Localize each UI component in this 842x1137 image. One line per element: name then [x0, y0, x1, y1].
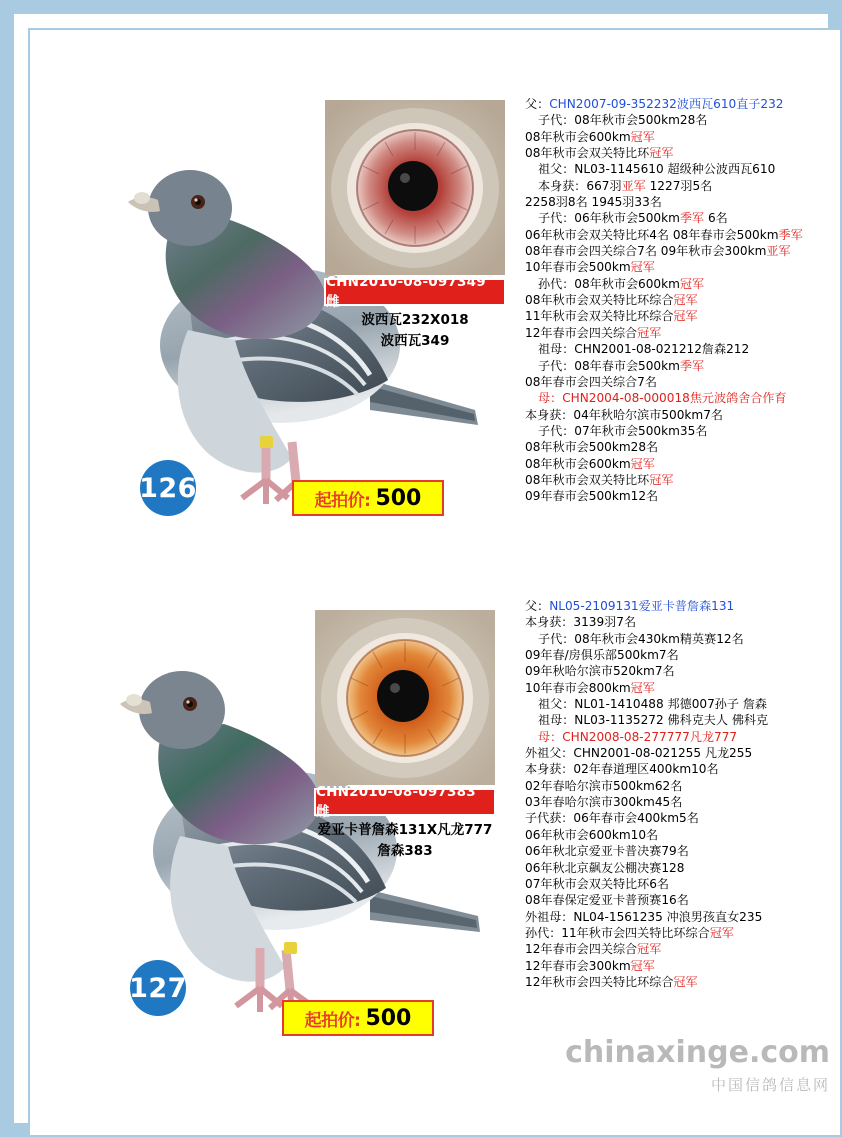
pedigree-text-run: 10年春市会500km	[525, 260, 631, 275]
pedigree-text-run: 06年秋北京爱亚卡普决赛79名	[525, 844, 689, 859]
starting-price-box	[282, 1000, 434, 1036]
pedigree-line	[525, 974, 842, 990]
pedigree-text-run: 6名	[704, 211, 728, 226]
pedigree-text-run: 祖母：NL03-1135272 佛科克夫人 佛科克	[538, 713, 769, 728]
pedigree-line	[525, 358, 842, 374]
pedigree-text-run: 09年春/房俱乐部500km7名	[525, 648, 679, 663]
watermark-domain: chinaxinge.com	[565, 1035, 830, 1070]
pedigree-line	[525, 647, 842, 663]
starting-price-label: 起拍价:	[314, 490, 371, 511]
pedigree-line	[525, 631, 842, 647]
pedigree-text-run: 父：	[525, 599, 550, 613]
starting-price-value: 500	[375, 485, 422, 511]
pedigree-line	[525, 860, 842, 876]
pedigree-line	[525, 374, 842, 390]
pedigree-text-run: 季军	[778, 227, 803, 242]
pedigree-text-run: 亚军	[621, 178, 646, 193]
pedigree-text-run: 祖父：NL03-1145610 超级种公波西瓦610	[538, 162, 776, 177]
pedigree-text-run: 2258羽8名 1945羽33名	[525, 195, 662, 210]
pedigree-text-run: 08年春市会四关综合7名 09年秋市会300km	[525, 244, 767, 259]
pedigree-text-run: 12年秋市会四关特比环综合	[525, 974, 674, 989]
pedigree-line	[525, 161, 842, 177]
pedigree-text-run: 冠军	[630, 958, 655, 973]
pigeon-caption	[305, 820, 505, 862]
pedigree-line	[525, 941, 842, 957]
pedigree-line	[525, 827, 842, 843]
starting-price-label: 起拍价:	[304, 1010, 361, 1031]
pedigree-line	[525, 794, 842, 810]
starting-price-box	[292, 480, 444, 516]
pedigree-text-run: 母：CHN2004-08-000018焦元波鸽舍合作育	[538, 391, 787, 406]
pedigree-line	[525, 958, 842, 974]
pedigree-text-run: 子代：08年秋市会430km精英赛12名	[538, 631, 744, 646]
pedigree-text-run: 冠军	[673, 293, 698, 308]
pedigree-text-run: 季军	[679, 211, 705, 226]
pedigree-line	[525, 390, 842, 406]
pedigree-line	[525, 680, 842, 696]
pedigree-line	[525, 210, 842, 226]
pigeon-eye-photo	[325, 100, 505, 275]
pedigree-text-run: 外祖父：CHN2001-08-021255 凡龙255	[525, 746, 753, 761]
pedigree-text-run: 冠军	[673, 309, 698, 324]
pedigree-text-run: 子代：08年春市会500km	[538, 358, 680, 373]
ring-number-bar	[324, 274, 506, 310]
pedigree-text-run: 11年秋市会双关特比环综合	[525, 309, 674, 324]
pedigree-text-run: 08年秋市会500km28名	[525, 440, 659, 455]
pedigree-text-run: 父：	[525, 97, 550, 111]
pedigree-text-run: 冠军	[637, 942, 662, 957]
pedigree-text-run: 冠军	[679, 276, 705, 291]
pedigree-text-run: 孙代：11年秋市会四关特比环综合	[525, 925, 710, 940]
pedigree-line	[525, 243, 842, 259]
pedigree-text-run: 外祖母：NL04-1561235 冲浪男孩直女235	[525, 909, 763, 924]
pedigree-line	[525, 341, 842, 357]
pedigree-text-run: 06年秋市会600km10名	[525, 827, 659, 842]
pedigree-line	[525, 729, 842, 745]
pedigree-line	[525, 439, 842, 455]
pedigree-line	[525, 178, 842, 194]
site-watermark	[530, 1035, 830, 1095]
lot-number-badge: 127	[130, 960, 186, 1016]
pedigree-line	[525, 129, 842, 145]
pedigree-line	[525, 456, 842, 472]
pedigree-text-run: 12年春市会四关综合	[525, 942, 638, 957]
starting-price-value: 500	[365, 1005, 412, 1031]
pedigree-text-run: 季军	[679, 358, 705, 373]
pedigree-text-run: 本身获：667羽	[538, 178, 622, 193]
pedigree-line	[525, 488, 842, 504]
pedigree-text-run: 10年春市会800km	[525, 680, 631, 695]
pedigree-text-run: 12年春市会四关综合	[525, 325, 638, 340]
pedigree-text-run: 08年秋市会600km	[525, 129, 631, 144]
pedigree-line	[525, 423, 842, 439]
pedigree-line	[525, 614, 842, 630]
pedigree-line	[525, 810, 842, 826]
pedigree-text-run: 07年秋市会双关特比环6名	[525, 876, 670, 891]
pedigree-text-run: 06年秋北京飙友公棚决赛128	[525, 860, 685, 875]
pedigree-text-run: 09年秋哈尔滨市520km7名	[525, 664, 675, 679]
pedigree-text-run: 子代：06年秋市会500km	[538, 211, 680, 226]
pedigree-line	[525, 598, 842, 614]
pedigree-text-run: 08年秋市会双关特比环	[525, 472, 650, 487]
pedigree-text-run: 1227羽5名	[645, 178, 713, 193]
pedigree-line	[525, 696, 842, 712]
pedigree-text-run: 02年春哈尔滨市500km62名	[525, 778, 683, 793]
pedigree-text-run: 冠军	[709, 925, 734, 940]
pedigree-text-run: 子代获：06年春市会400km5名	[525, 811, 699, 826]
pedigree-line	[525, 745, 842, 761]
pigeon-eye-photo	[315, 610, 495, 785]
pedigree-line	[525, 292, 842, 308]
pedigree-text-run: 冠军	[637, 325, 662, 340]
pedigree-line	[525, 663, 842, 679]
pedigree-text-run: 冠军	[630, 680, 655, 695]
pedigree-text-run: 子代：07年秋市会500km35名	[538, 423, 708, 438]
pedigree-text-run: 孙代：08年秋市会600km	[538, 276, 680, 291]
page-inner-border	[28, 28, 842, 1137]
ring-number-text: CHN2010-08-097349 雌	[326, 274, 486, 310]
auction-lot	[30, 70, 842, 550]
pedigree-line	[525, 194, 842, 210]
caption-line-1: 波西瓦232X018	[361, 312, 469, 328]
pedigree-line	[525, 227, 842, 243]
pedigree-text-run: 冠军	[649, 472, 674, 487]
pedigree-text	[525, 598, 842, 990]
pedigree-line	[525, 308, 842, 324]
pedigree-text-run: 本身获：3139羽7名	[525, 615, 637, 630]
pedigree-text-run: 03年春哈尔滨市300km45名	[525, 795, 683, 810]
auction-lot	[30, 580, 842, 1060]
pedigree-text-run: 冠军	[630, 456, 655, 471]
pedigree-line	[525, 472, 842, 488]
pedigree-line	[525, 761, 842, 777]
ring-number-bar	[314, 784, 496, 820]
pedigree-line	[525, 909, 842, 925]
pedigree-text-run: NL05-2109131爱亚卡普詹森131	[549, 599, 735, 613]
pedigree-text-run: 本身获：04年秋哈尔滨市500km7名	[525, 407, 723, 422]
pedigree-text-run: 08年秋市会双关特比环综合	[525, 293, 674, 308]
pedigree-text-run: 08年秋市会双关特比环	[525, 146, 650, 161]
pedigree-text-run: 08年春保定爱亚卡普预赛16名	[525, 893, 689, 908]
pedigree-text-run: CHN2007-09-352232波西瓦610直子232	[549, 97, 784, 111]
watermark-site-name: 中国信鸽信息网	[710, 1076, 830, 1094]
pedigree-text	[525, 96, 842, 505]
lot-number-badge: 126	[140, 460, 196, 516]
pedigree-line	[525, 276, 842, 292]
pedigree-line	[525, 925, 842, 941]
pedigree-text-run: 冠军	[630, 260, 655, 275]
pedigree-text-run: 冠军	[673, 974, 698, 989]
pedigree-line	[525, 778, 842, 794]
pedigree-line	[525, 145, 842, 161]
pedigree-line	[525, 407, 842, 423]
pedigree-line	[525, 96, 842, 112]
pedigree-line	[525, 712, 842, 728]
pedigree-text-run: 12年春市会300km	[525, 958, 631, 973]
pedigree-line	[525, 843, 842, 859]
pedigree-text-run: 亚军	[766, 244, 791, 259]
pedigree-text-run: 子代：08年秋市会500km28名	[538, 113, 708, 128]
pedigree-text-run: 08年秋市会600km	[525, 456, 631, 471]
pedigree-line	[525, 259, 842, 275]
pedigree-line	[525, 892, 842, 908]
pedigree-text-run: 本身获：02年春道理区400km10名	[525, 762, 719, 777]
pedigree-line	[525, 112, 842, 128]
pedigree-text-run: 09年春市会500km12名	[525, 489, 659, 504]
caption-line-2: 波西瓦349	[380, 333, 450, 349]
pedigree-text-run: 冠军	[630, 129, 655, 144]
pedigree-text-run: 祖父：NL01-1410488 邦德007孙子 詹森	[538, 697, 768, 712]
pedigree-line	[525, 876, 842, 892]
caption-line-1: 爱亚卡普詹森131X凡龙777	[317, 822, 493, 838]
ring-number-text: CHN2010-08-097383 雌	[316, 784, 476, 820]
pedigree-text-run: 06年秋市会双关特比环4名 08年春市会500km	[525, 227, 779, 242]
pedigree-text-run: 冠军	[649, 146, 674, 161]
pigeon-caption	[315, 310, 515, 352]
pedigree-text-run: 祖母：CHN2001-08-021212詹森212	[538, 342, 750, 357]
caption-line-2: 詹森383	[377, 843, 433, 859]
pedigree-text-run: 母：CHN2008-08-277777凡龙777	[538, 729, 738, 744]
pedigree-text-run: 08年春市会四关综合7名	[525, 374, 657, 389]
pedigree-line	[525, 325, 842, 341]
